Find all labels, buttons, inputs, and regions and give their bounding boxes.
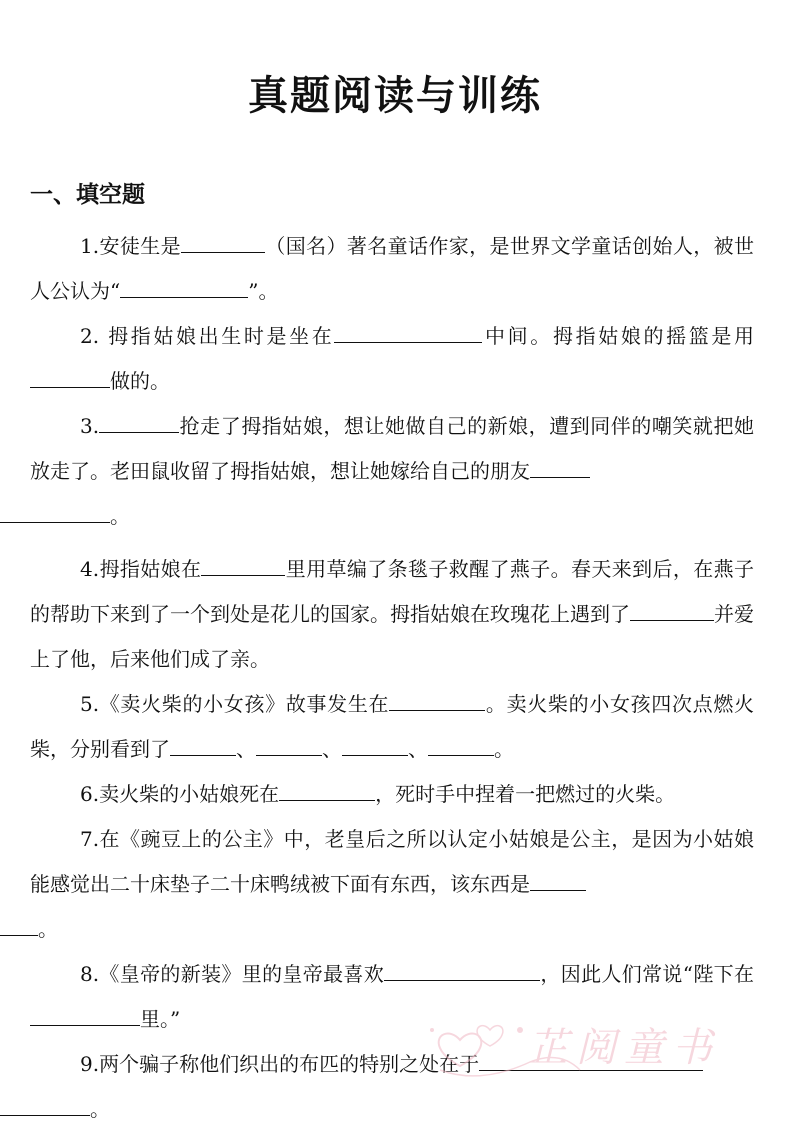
question-1-text-c: ”。 [248, 279, 279, 303]
question-4-text-b: 里用草编了条毯子救醒了燕子。春天来到后，在燕子的帮助下来到了一个到处是花儿的国家。拇指姑娘在玫瑰花上遇到了 [30, 557, 754, 626]
watermark-text: 芷阅童书 [528, 1025, 720, 1071]
answer-blank[interactable] [428, 735, 494, 756]
question-1 [30, 224, 754, 314]
question-5-separator: 、 [408, 737, 428, 761]
answer-blank[interactable] [99, 412, 179, 433]
question-8-text-a: 8.《皇帝的新装》里的皇帝最喜欢 [80, 962, 385, 986]
question-4-text-c: 并爱上了他，后来他们成了亲。 [30, 602, 754, 671]
answer-blank[interactable] [30, 1005, 140, 1026]
question-1-text-a: 1.安徒生是 [80, 234, 181, 258]
question-3-text-a: 3. [80, 414, 100, 438]
question-9-text-c: 。 [90, 1097, 110, 1121]
answer-blank[interactable] [120, 277, 248, 298]
publisher-watermark [420, 1000, 760, 1090]
answer-blank[interactable] [342, 735, 408, 756]
question-9-text-a: 9.两个骗子称他们织出的布匹的特别之处在于 [80, 1052, 480, 1076]
question-4 [30, 547, 754, 682]
question-4-text-a: 4.拇指姑娘在 [80, 557, 202, 581]
question-6 [30, 772, 754, 817]
answer-blank[interactable] [181, 232, 265, 253]
answer-blank[interactable] [530, 870, 586, 891]
question-5-text-b: 。卖火柴的小女孩四次点燃火柴，分别看到了 [30, 692, 754, 761]
question-2-text-a: 2. 拇指姑娘出生时是坐在 [80, 324, 335, 348]
question-5-text-a: 5.《卖火柴的小女孩》故事发生在 [80, 692, 390, 716]
question-7-text-a: 7.在《豌豆上的公主》中，老皇后之所以认定小姑娘是公主，是因为小姑娘能感觉出二十床垫子二十床鸭绒被下面有东西，该东西是 [30, 827, 754, 896]
question-5 [30, 682, 754, 772]
answer-blank[interactable] [334, 322, 482, 343]
question-5-separator: 、 [236, 737, 256, 761]
answer-blank[interactable] [0, 502, 110, 523]
question-list [30, 224, 754, 1132]
section-heading-fill-in-blanks: 一、填空题 [30, 182, 145, 208]
answer-blank[interactable] [30, 367, 110, 388]
question-2-text-c: 做的。 [110, 369, 170, 393]
answer-blank[interactable] [384, 960, 540, 981]
question-2 [30, 314, 754, 404]
question-3-text-b: 抢走了拇指姑娘，想让她做自己的新娘，遭到同伴的嘲笑就把她放走了。老田鼠收留了拇指姑娘，想让她嫁给自己的朋友 [30, 414, 754, 483]
question-8-text-c: 里。” [140, 1007, 181, 1031]
answer-blank[interactable] [256, 735, 322, 756]
answer-blank[interactable] [170, 735, 236, 756]
question-3 [30, 404, 754, 539]
answer-blank[interactable] [630, 600, 714, 621]
question-3-text-c: 。 [110, 504, 130, 528]
answer-blank[interactable] [530, 457, 590, 478]
question-1-text-b: （国名）著名童话作家，是世界文学童话创始人，被世人公认为“ [30, 234, 754, 303]
answer-blank[interactable] [389, 690, 485, 711]
answer-blank[interactable] [0, 915, 38, 936]
page-title: 真题阅读与训练 [248, 73, 542, 119]
answer-blank[interactable] [201, 555, 285, 576]
question-5-text-c: 。 [494, 737, 514, 761]
question-5-separator: 、 [322, 737, 342, 761]
question-2-text-b: 中间。拇指姑娘的摇篮是用 [482, 324, 754, 348]
question-7 [30, 817, 754, 952]
answer-blank[interactable] [0, 1095, 90, 1116]
question-6-text-b: ，死时手中捏着一把燃过的火柴。 [375, 782, 676, 806]
question-7-text-c: 。 [38, 917, 58, 941]
answer-blank[interactable] [279, 780, 375, 801]
question-6-text-a: 6.卖火柴的小姑娘死在 [80, 782, 280, 806]
question-8-text-b: ，因此人们常说“陛下在 [540, 962, 754, 986]
